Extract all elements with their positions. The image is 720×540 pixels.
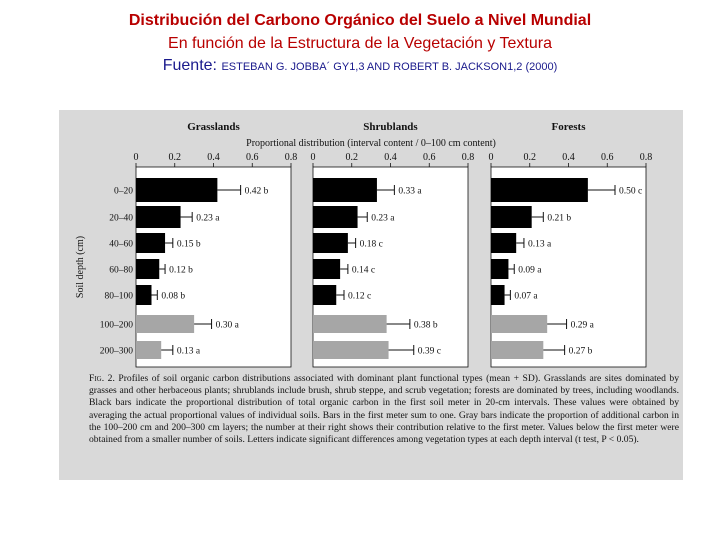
bar (136, 259, 159, 279)
bar (313, 285, 336, 305)
bar (491, 233, 516, 253)
source-line (0, 57, 720, 75)
x-tick-label: 0.6 (246, 152, 259, 163)
data-label: 0.18 c (359, 239, 383, 250)
source-text: ESTEBAN G. JOBBA´ GY1,3 AND ROBERT B. JACKSON1,2 (2000) (221, 61, 558, 73)
data-label: 0.29 a (570, 320, 594, 331)
data-label: 0.13 a (176, 346, 201, 357)
x-tick-label: 0.8 (639, 152, 653, 163)
bar (491, 178, 588, 202)
data-label: 0.38 b (413, 320, 438, 331)
x-tick-label: 0.4 (562, 152, 575, 163)
data-label: 0.12 c (348, 291, 372, 302)
bar (313, 259, 340, 279)
data-label: 0.23 a (371, 213, 395, 224)
bar (491, 285, 505, 305)
category-label: 80–100 (104, 291, 133, 302)
x-tick-label: 0.2 (168, 152, 181, 163)
panel-title: Shrublands (363, 121, 418, 133)
x-tick-label: 0 (133, 152, 139, 163)
bar (136, 206, 181, 228)
bar (491, 206, 532, 228)
y-axis-label: Soil depth (cm) (75, 235, 86, 299)
x-tick-label: 0 (310, 152, 316, 163)
data-label: 0.12 b (169, 265, 193, 276)
bar (136, 341, 161, 359)
category-label: 20–40 (109, 213, 133, 224)
data-label: 0.08 b (161, 291, 186, 302)
bar (136, 285, 152, 305)
data-label: 0.39 c (417, 346, 441, 357)
source-label: Fuente: (162, 57, 217, 74)
category-label: 100–200 (99, 320, 133, 331)
data-label: 0.33 a (398, 186, 422, 197)
data-label: 0.23 a (196, 213, 220, 224)
data-label: 0.21 b (547, 213, 572, 224)
figure-caption (89, 373, 679, 446)
category-label: 40–60 (109, 239, 133, 250)
panel-title: Forests (551, 121, 586, 133)
category-label: 0–20 (114, 186, 133, 197)
category-label: 200–300 (99, 346, 133, 357)
data-label: 0.13 a (527, 239, 552, 250)
slide-subtitle: En función de la Estructura de la Vegetación y Textura (168, 35, 552, 52)
data-label: 0.27 b (568, 346, 593, 357)
slide-title: Distribución del Carbono Orgánico del Suelo a Nivel Mundial (128, 12, 592, 29)
bar (313, 206, 358, 228)
bar (136, 233, 165, 253)
x-tick-label: 0.8 (461, 152, 475, 163)
caption-figure-number: Fig. 2. (89, 373, 115, 384)
bar (491, 341, 543, 359)
x-tick-label: 0.6 (601, 152, 614, 163)
bar (313, 315, 387, 333)
x-axis-label: Proportional distribution (interval content / 0–100 cm content) (246, 138, 496, 149)
data-label: 0.15 b (176, 239, 201, 250)
x-tick-label: 0.8 (284, 152, 298, 163)
data-label: 0.50 c (619, 186, 643, 197)
data-label: 0.09 a (518, 265, 542, 276)
figure (59, 110, 683, 480)
bar (136, 315, 194, 333)
bar (136, 178, 217, 202)
bar (491, 259, 508, 279)
data-label: 0.42 b (244, 186, 269, 197)
bar (491, 315, 547, 333)
data-label: 0.07 a (514, 291, 538, 302)
x-tick-label: 0.2 (523, 152, 536, 163)
data-label: 0.30 a (215, 320, 239, 331)
soil-carbon-chart (59, 110, 683, 372)
caption-text: Profiles of soil organic carbon distributions associated with dominant plant functional types (mean + SD). Grasslands are sites dominated by grasses and other herbaceous plants; shrublands include brush, shrub steppe, and scrub vegetation; forests are dominated by trees, including woodlands. Black bars indicate the proportional distribution of total organic carbon in the first soil meter in 20-cm intervals. These values were obtained by averaging the actual proportional values of individual soils. Bars in the first meter sum to one. Gray bars indicate the proportion of additional carbon in the 100–200 cm and 200–300 cm layers; the number at their right shows their contribution relative to the first meter. Values below the first meter were obtained from a smaller number of soils. Letters indicate significant differences among vegetation types at each depth interval (t test, P < 0.05). (89, 373, 679, 446)
bar (313, 178, 377, 202)
category-label: 60–80 (109, 265, 133, 276)
panel-title: Grasslands (187, 121, 240, 133)
x-tick-label: 0.4 (207, 152, 220, 163)
x-tick-label: 0.2 (345, 152, 358, 163)
bar (313, 233, 348, 253)
x-tick-label: 0.6 (423, 152, 436, 163)
bar (313, 341, 389, 359)
x-tick-label: 0.4 (384, 152, 397, 163)
x-tick-label: 0 (488, 152, 494, 163)
data-label: 0.14 c (351, 265, 376, 276)
